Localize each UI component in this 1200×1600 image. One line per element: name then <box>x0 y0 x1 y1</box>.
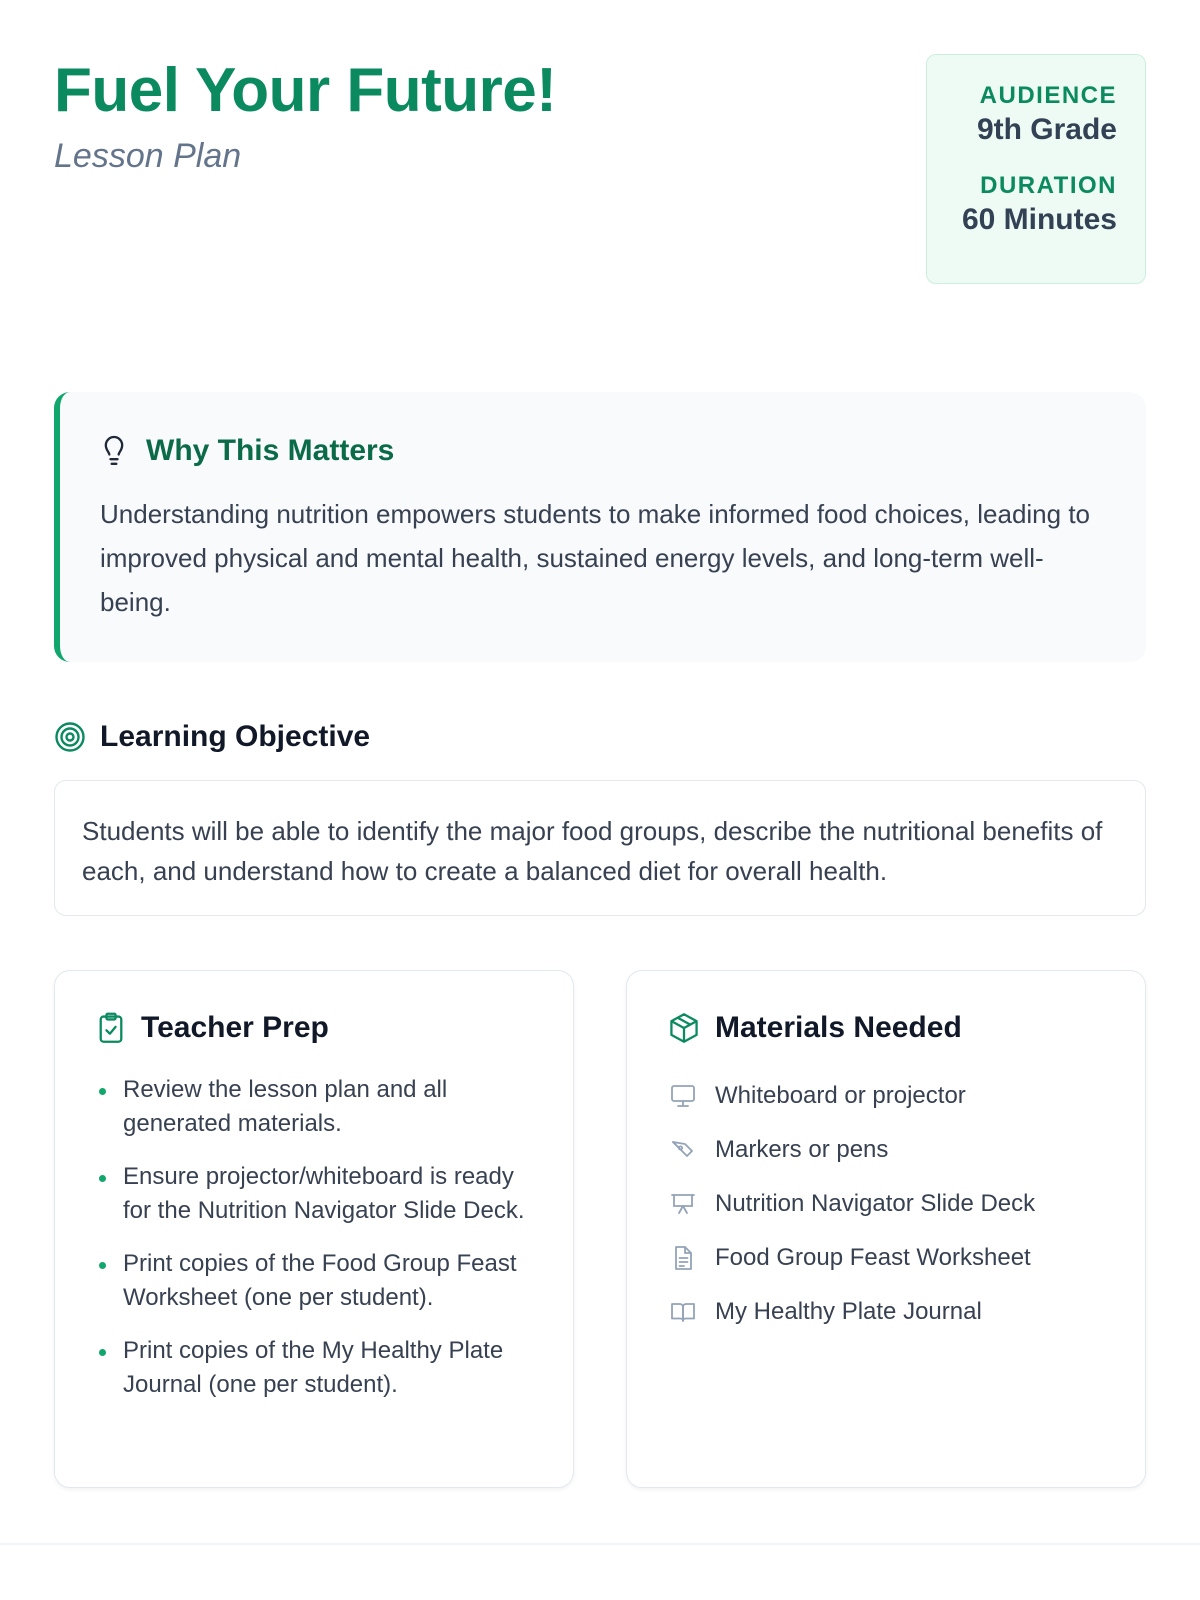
objective-text: Students will be able to identify the major food groups, describe the nutritional benefits of each, and understand how to create a balanced diet for overall health. <box>82 816 1103 886</box>
teacher-prep-heading-row <box>97 1011 533 1045</box>
why-heading-row <box>100 434 1098 468</box>
objective-heading: Learning Objective <box>100 720 371 753</box>
objective-heading-row <box>54 720 1146 754</box>
why-heading: Why This Matters <box>146 434 395 467</box>
duration-label: DURATION <box>980 172 1117 199</box>
book-open-icon <box>669 1298 697 1326</box>
cards-row <box>54 970 1146 1488</box>
material-label: Whiteboard or projector <box>715 1082 966 1109</box>
prep-item-text: Ensure projector/whiteboard is ready for the Nutrition Navigator Slide Deck. <box>123 1163 525 1224</box>
audience-value: 9th Grade <box>976 113 1117 146</box>
bullet-dot <box>99 1175 106 1182</box>
target-icon <box>54 721 86 753</box>
materials-heading-row <box>669 1011 1105 1045</box>
footer-divider <box>0 1543 1200 1545</box>
package-icon <box>669 1012 699 1044</box>
list-item <box>669 1123 1105 1177</box>
monitor-icon <box>669 1082 697 1110</box>
bullet-dot <box>99 1349 106 1356</box>
teacher-prep-list <box>97 1073 533 1402</box>
lightbulb-icon <box>100 434 128 468</box>
materials-card <box>626 970 1146 1488</box>
list-item <box>669 1177 1105 1231</box>
prep-item-text: Review the lesson plan and all generated materials. <box>123 1076 448 1137</box>
document-icon <box>669 1244 697 1272</box>
material-label: Markers or pens <box>715 1136 889 1163</box>
materials-heading: Materials Needed <box>715 1011 962 1044</box>
why-this-matters-callout <box>54 392 1146 662</box>
pen-icon <box>669 1136 697 1164</box>
bullet-dot <box>99 1262 106 1269</box>
list-item <box>97 1073 533 1141</box>
material-label: Food Group Feast Worksheet <box>715 1244 1031 1271</box>
material-label: My Healthy Plate Journal <box>715 1298 982 1325</box>
list-item <box>669 1285 1105 1339</box>
list-item <box>97 1334 533 1402</box>
page-subtitle: Lesson Plan <box>54 137 242 175</box>
lesson-meta-box <box>926 54 1146 284</box>
teacher-prep-heading: Teacher Prep <box>141 1011 329 1044</box>
why-text: Understanding nutrition empowers students to make informed food choices, leading to improved physical and mental health, sustained energy levels, and long-term well-being. <box>100 499 1091 617</box>
clipboard-check-icon <box>97 1012 125 1044</box>
materials-list <box>669 1069 1105 1339</box>
bullet-dot <box>99 1088 106 1095</box>
teacher-prep-card <box>54 970 574 1488</box>
prep-item-text: Print copies of the My Healthy Plate Journal (one per student). <box>123 1337 504 1398</box>
material-label: Nutrition Navigator Slide Deck <box>715 1190 1036 1217</box>
presentation-icon <box>669 1190 697 1218</box>
prep-item-text: Print copies of the Food Group Feast Worksheet (one per student). <box>123 1250 517 1311</box>
duration-value: 60 Minutes <box>961 203 1117 236</box>
list-item <box>669 1069 1105 1123</box>
list-item <box>97 1247 533 1315</box>
title-block <box>54 54 556 176</box>
objective-box <box>54 780 1146 916</box>
header <box>54 54 1146 284</box>
page-title: Fuel Your Future! <box>54 56 557 125</box>
list-item <box>97 1160 533 1228</box>
list-item <box>669 1231 1105 1285</box>
audience-label: AUDIENCE <box>979 82 1117 109</box>
